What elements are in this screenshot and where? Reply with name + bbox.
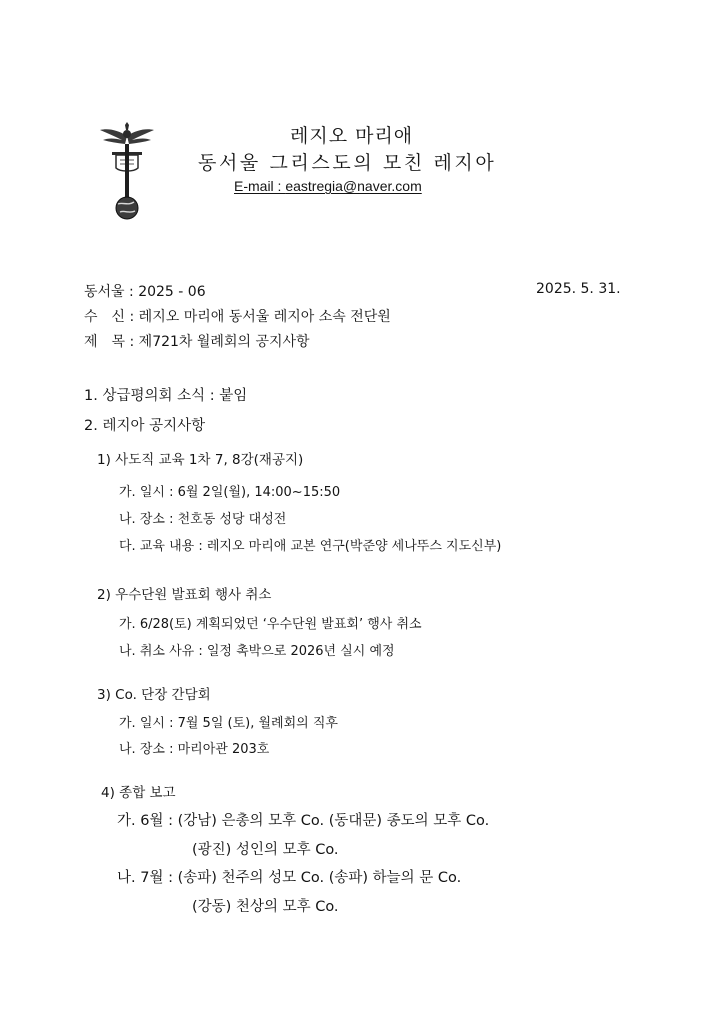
section-1-heading: 1. 상급평의회 소식 : 붙임 (84, 388, 248, 404)
doc-date: 2025. 5. 31. (536, 281, 621, 297)
sub4-july-line2: (강동) 천상의 모후 Co. (192, 899, 339, 915)
doc-number-value: 2025 - 06 (138, 284, 206, 300)
june-label: 가. 6월 : (117, 813, 178, 829)
july-value-1: (송파) 천주의 성모 Co. (송파) 하늘의 문 Co. (177, 870, 462, 886)
sub1-item-c: 다. 교육 내용 : 레지오 마리애 교본 연구(박준양 세나뚜스 지도신부) (119, 539, 502, 554)
recipient-label: 수 신 : (84, 309, 139, 325)
doc-number-label: 동서울 : (84, 284, 139, 300)
sub3-item-a: 가. 일시 : 7월 5일 (토), 월례회의 직후 (119, 716, 338, 731)
doc-recipient (84, 306, 391, 326)
email-label: E-mail : (234, 178, 286, 194)
sub4-june-line2: (광진) 성인의 모후 Co. (192, 842, 339, 858)
sub3-title: 3) Co. 단장 간담회 (97, 687, 211, 703)
sub2-title: 2) 우수단원 발표회 행사 취소 (97, 587, 272, 603)
sub4-july-line1 (117, 866, 461, 887)
subject-label: 제 목 : (84, 334, 139, 350)
sub4-june-line1 (117, 809, 489, 830)
email-address[interactable]: eastregia@naver.com (285, 178, 422, 194)
sub2-item-b: 나. 취소 사유 : 일정 촉박으로 2026년 실시 예정 (119, 644, 395, 659)
doc-number (84, 281, 206, 301)
sub1-item-a: 가. 일시 : 6월 2일(월), 14:00~15:50 (119, 485, 341, 500)
july-label: 나. 7월 : (117, 870, 178, 886)
org-title-line2: 동서울 그리스도의 모친 레지아 (198, 152, 497, 174)
sub1-title: 1) 사도직 교육 1차 7, 8강(재공지) (97, 452, 304, 468)
legion-vexillum-emblem-icon (98, 122, 156, 222)
org-email (234, 178, 422, 194)
june-value-1: (강남) 은총의 모후 Co. (동대문) 종도의 모후 Co. (177, 813, 490, 829)
sub1-item-b: 나. 장소 : 천호동 성당 대성전 (119, 512, 287, 527)
sub3-item-b: 나. 장소 : 마리아관 203호 (119, 742, 270, 757)
subject-value: 제721차 월례회의 공지사항 (138, 334, 310, 350)
org-title-line1: 레지오 마리애 (290, 125, 414, 147)
sub4-title: 4) 종합 보고 (101, 785, 176, 801)
section-2-heading: 2. 레지아 공지사항 (84, 418, 206, 434)
sub2-item-a: 가. 6/28(토) 계획되었던 ‘우수단원 발표회’ 행사 취소 (119, 617, 422, 632)
doc-subject (84, 331, 310, 351)
recipient-value: 레지오 마리애 동서울 레지아 소속 전단원 (138, 309, 391, 325)
